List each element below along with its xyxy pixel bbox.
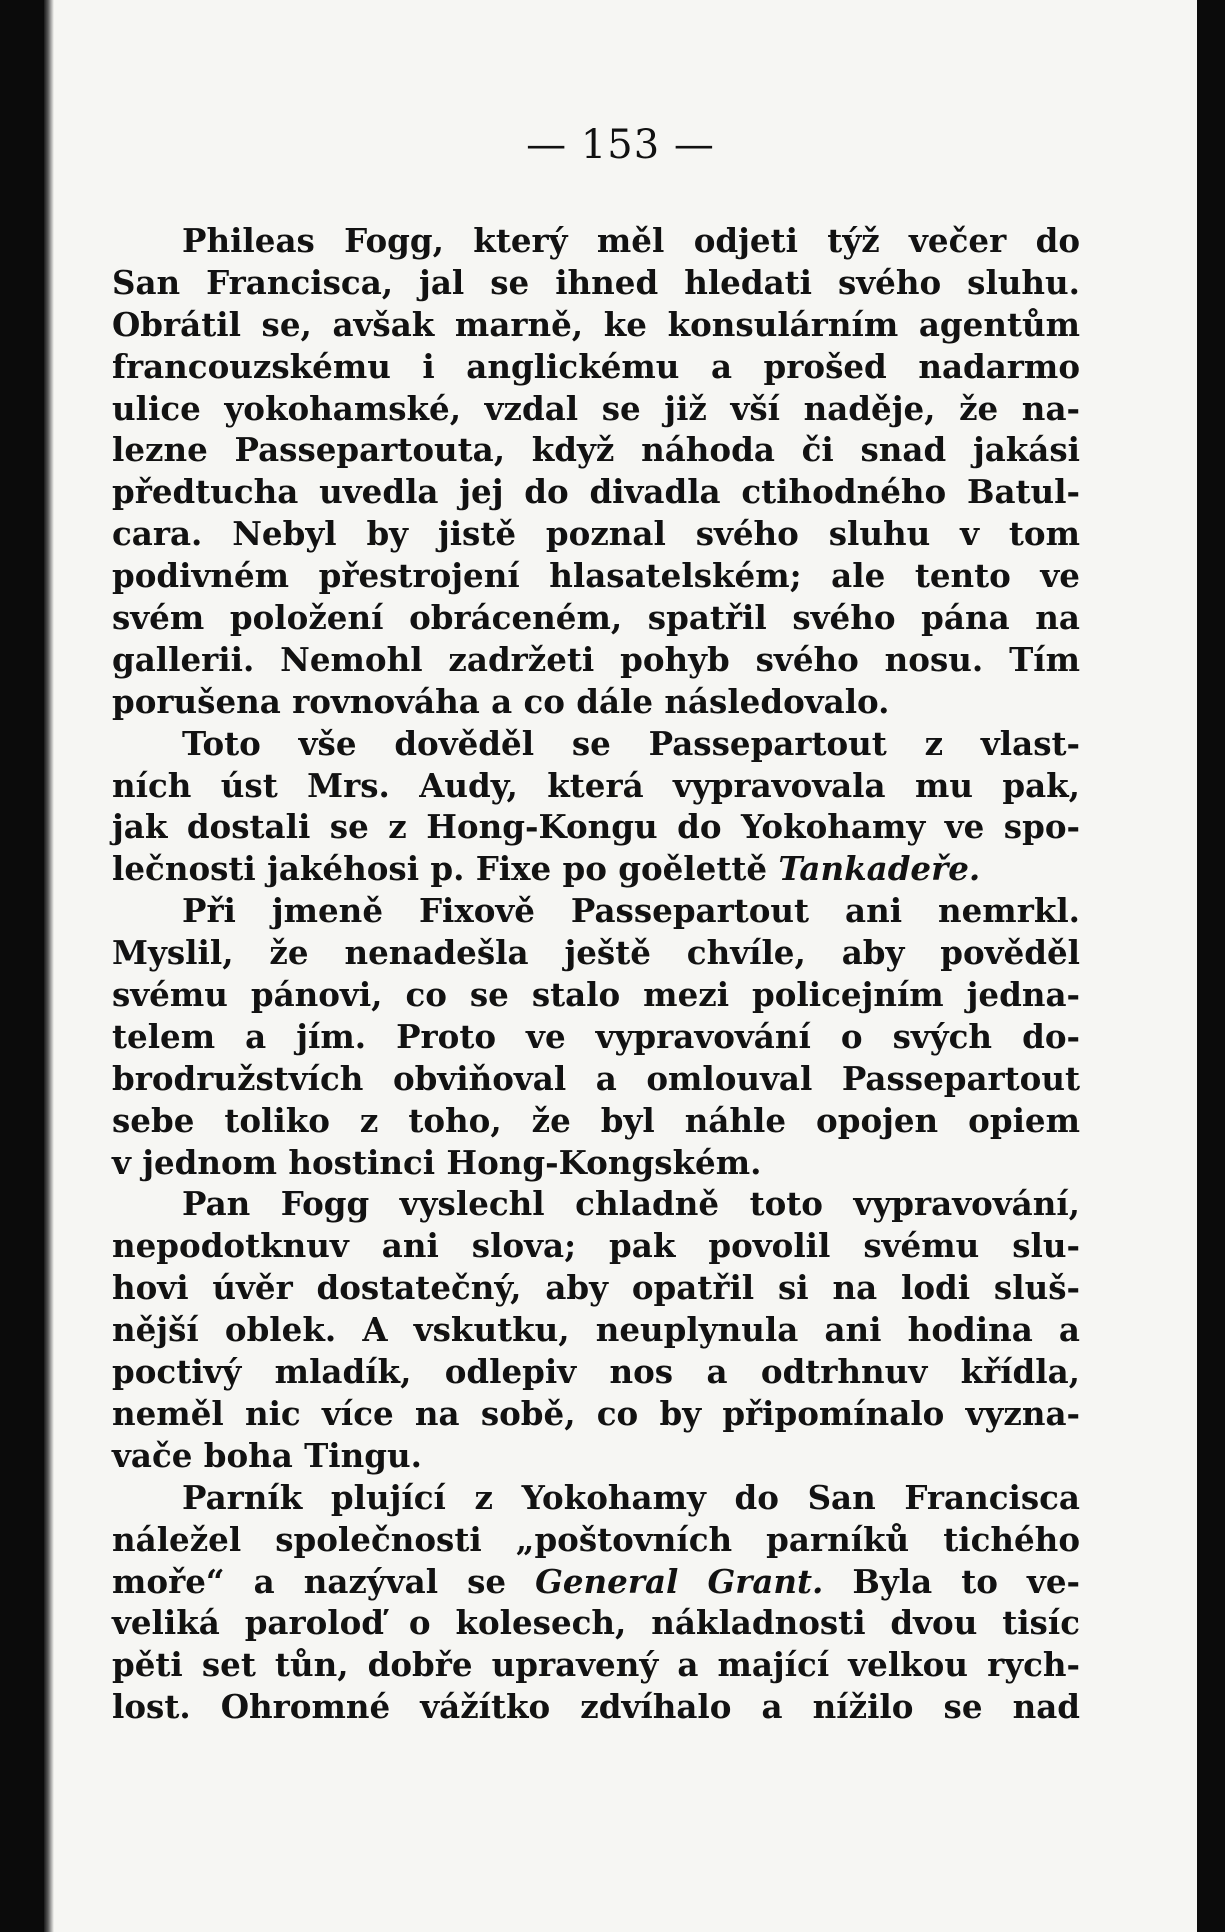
- text-line: francouzskému i anglickému a prošed nadarmo: [112, 346, 1080, 386]
- text-line: Toto vše dověděl se Passepartout z vlast-: [182, 723, 1080, 763]
- text-line: nepodotknuv ani slova; pak povolil svému slu-: [112, 1226, 1080, 1266]
- book-page: [44, 0, 1197, 1932]
- text-line: Obrátil se, avšak marně, ke konsulárním agentům: [112, 304, 1080, 344]
- text-line: Pan Fogg vyslechl chladně toto vypravování,: [182, 1184, 1080, 1224]
- body-text: [112, 220, 1080, 1728]
- page-number: — 153 —: [526, 122, 715, 168]
- text-line: ulice yokohamské, vzdal se již vší naděje, že na-: [112, 388, 1080, 428]
- text-line: náležel společnosti „poštovních parníků tichého: [112, 1519, 1080, 1559]
- text-line: neměl nic více na sobě, co by připomínalo vyzna-: [112, 1393, 1080, 1433]
- text-line: sebe toliko z toho, že byl náhle opojen opiem: [112, 1100, 1080, 1140]
- text-line: telem a jím. Proto ve vypravování o svých do-: [112, 1016, 1080, 1056]
- text-line: Při jmeně Fixově Passepartout ani nemrkl.: [182, 891, 1080, 931]
- steamer-name: General Grant.: [535, 1561, 824, 1601]
- page-gutter-shadow: [44, 0, 54, 1932]
- text-line: lost. Ohromné vážítko zdvíhalo a nížilo se nad: [112, 1687, 1080, 1727]
- text-line: ních úst Mrs. Audy, která vypravovala mu pak,: [112, 765, 1080, 805]
- text-line: podivném přestrojení hlasatelském; ale tento ve: [112, 556, 1080, 596]
- text-line: vače boha Tingu.: [112, 1435, 422, 1475]
- text-line: San Francisca, jal se ihned hledati svého sluhu.: [112, 262, 1080, 302]
- text-line: poctivý mladík, odlepiv nos a odtrhnuv křídla,: [112, 1352, 1080, 1392]
- text-line: v jednom hostinci Hong-Kongském.: [112, 1142, 762, 1182]
- text-line: gallerii. Nemohl zadržeti pohyb svého nosu. Tím: [112, 639, 1080, 679]
- text-line: svém položení obráceném, spatřil svého pána na: [112, 598, 1080, 638]
- text-line-start: lečnosti jakéhosi p. Fixe po goělettě: [112, 849, 779, 889]
- text-line: nější oblek. A vskutku, neuplynula ani hodina a: [112, 1310, 1080, 1350]
- text-line: brodružstvích obviňoval a omlouval Passepartout: [112, 1058, 1080, 1098]
- text-line: předtucha uvedla jej do divadla ctihodného Batul-: [112, 472, 1080, 512]
- text-line: hovi úvěr dostatečný, aby opatřil si na lodi sluš-: [112, 1268, 1080, 1308]
- text-line: jak dostali se z Hong-Kongu do Yokohamy ve spo-: [112, 807, 1080, 847]
- text-line: [112, 1561, 1080, 1603]
- text-line: Phileas Fogg, který měl odjeti týž večer do: [182, 221, 1080, 260]
- text-line-start: moře“ a nazýval se: [112, 1561, 536, 1601]
- text-line: [112, 848, 1080, 890]
- text-line: lezne Passepartouta, když náhoda či snad jakási: [112, 430, 1080, 470]
- text-line: veliká paroloď o kolesech, nákladnosti dvou tisíc: [112, 1603, 1080, 1643]
- text-line: cara. Nebyl by jistě poznal svého sluhu v tom: [112, 514, 1080, 554]
- text-line: Myslil, že nenadešla ještě chvíle, aby pověděl: [112, 933, 1080, 973]
- text-line: Parník plující z Yokohamy do San Francisca: [182, 1477, 1080, 1517]
- text-line: svému pánovi, co se stalo mezi policejním jedna-: [112, 975, 1080, 1015]
- text-line: porušena rovnováha a co dále následovalo.: [112, 681, 890, 721]
- text-line-end: Byla to ve-: [823, 1561, 1080, 1601]
- text-line: pěti set tůn, dobře upravený a mající velkou rych-: [112, 1645, 1080, 1685]
- ship-name: Tankadeře.: [778, 849, 981, 889]
